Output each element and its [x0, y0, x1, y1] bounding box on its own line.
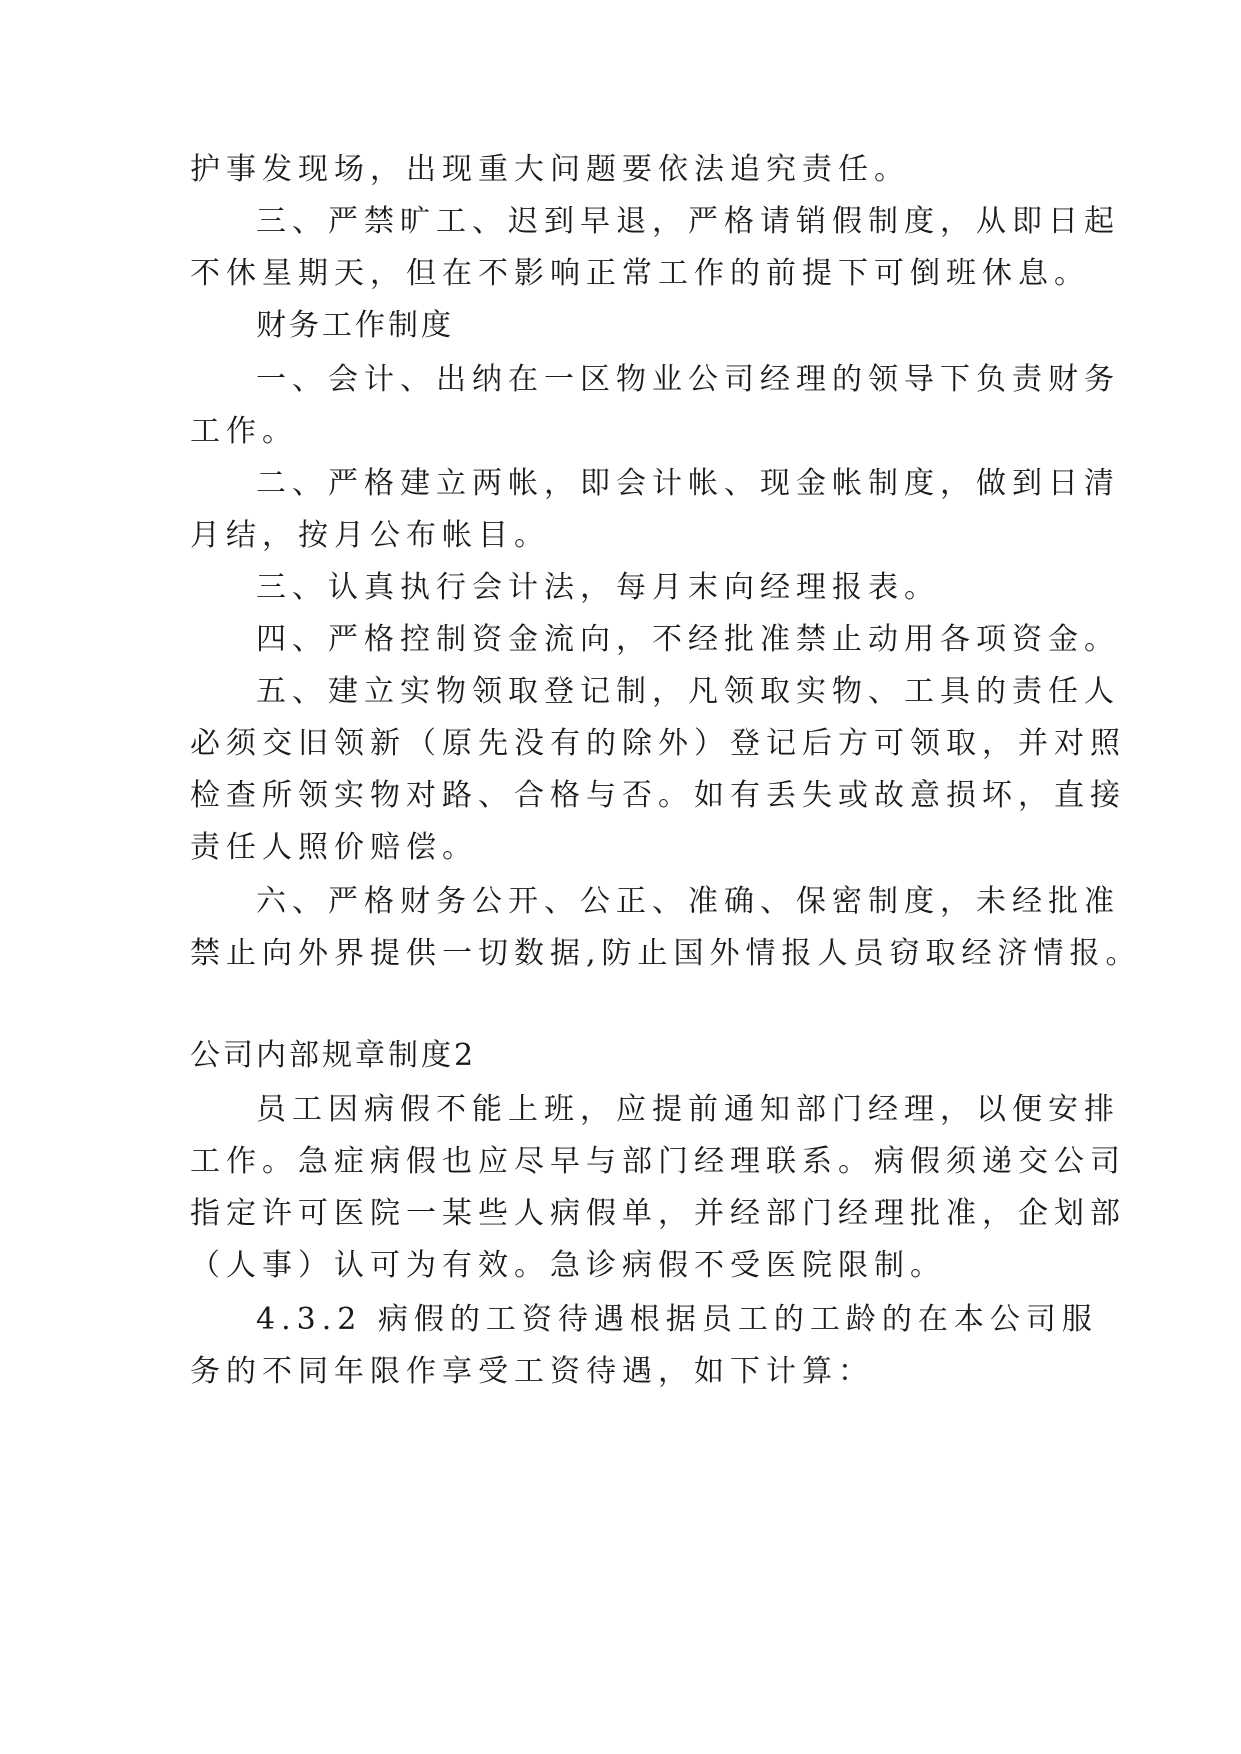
text-line-11: 五、建立实物领取登记制，凡领取实物、工具的责任人 [256, 674, 1120, 709]
section-heading-finance: 财务工作制度 [256, 308, 454, 343]
text-line-23: 务的不同年限作享受工资待遇，如下计算： [190, 1354, 874, 1389]
text-line-14: 责任人照价赔偿。 [190, 830, 478, 865]
text-line-19: 工作。急症病假也应尽早与部门经理联系。病假须递交公司 [190, 1144, 1126, 1179]
text-line-1: 护事发现场，出现重大问题要依法追究责任。 [190, 152, 910, 187]
text-line-9: 三、认真执行会计法，每月末向经理报表。 [256, 570, 940, 605]
text-line-6: 工作。 [190, 414, 298, 449]
text-line-21: （人事）认可为有效。急诊病假不受医院限制。 [190, 1248, 946, 1283]
text-line-16: 禁止向外界提供一切数据,防止国外情报人员窃取经济情报。 [190, 936, 1142, 971]
text-line-12: 必须交旧领新（原先没有的除外）登记后方可领取，并对照 [190, 726, 1126, 761]
text-line-8: 月结，按月公布帐目。 [190, 518, 550, 553]
text-line-20: 指定许可医院一某些人病假单，并经部门经理批准，企划部 [190, 1196, 1126, 1231]
section-heading-rules-2: 公司内部规章制度2 [190, 1038, 477, 1073]
text-line-3: 不休星期天，但在不影响正常工作的前提下可倒班休息。 [190, 256, 1090, 291]
text-line-15: 六、严格财务公开、公正、准确、保密制度，未经批准 [256, 884, 1120, 919]
text-line-10: 四、严格控制资金流向，不经批准禁止动用各项资金。 [256, 622, 1120, 657]
text-line-18: 员工因病假不能上班，应提前通知部门经理，以便安排 [256, 1092, 1120, 1127]
text-line-2: 三、严禁旷工、迟到早退，严格请销假制度，从即日起 [256, 204, 1120, 239]
text-line-5: 一、会计、出纳在一区物业公司经理的领导下负责财务 [256, 362, 1120, 397]
text-line-7: 二、严格建立两帐，即会计帐、现金帐制度，做到日清 [256, 466, 1120, 501]
text-line-13: 检查所领实物对路、合格与否。如有丢失或故意损坏，直接 [190, 778, 1126, 813]
text-line-22: 4.3.2 病假的工资待遇根据员工的工龄的在本公司服 [256, 1302, 1098, 1337]
